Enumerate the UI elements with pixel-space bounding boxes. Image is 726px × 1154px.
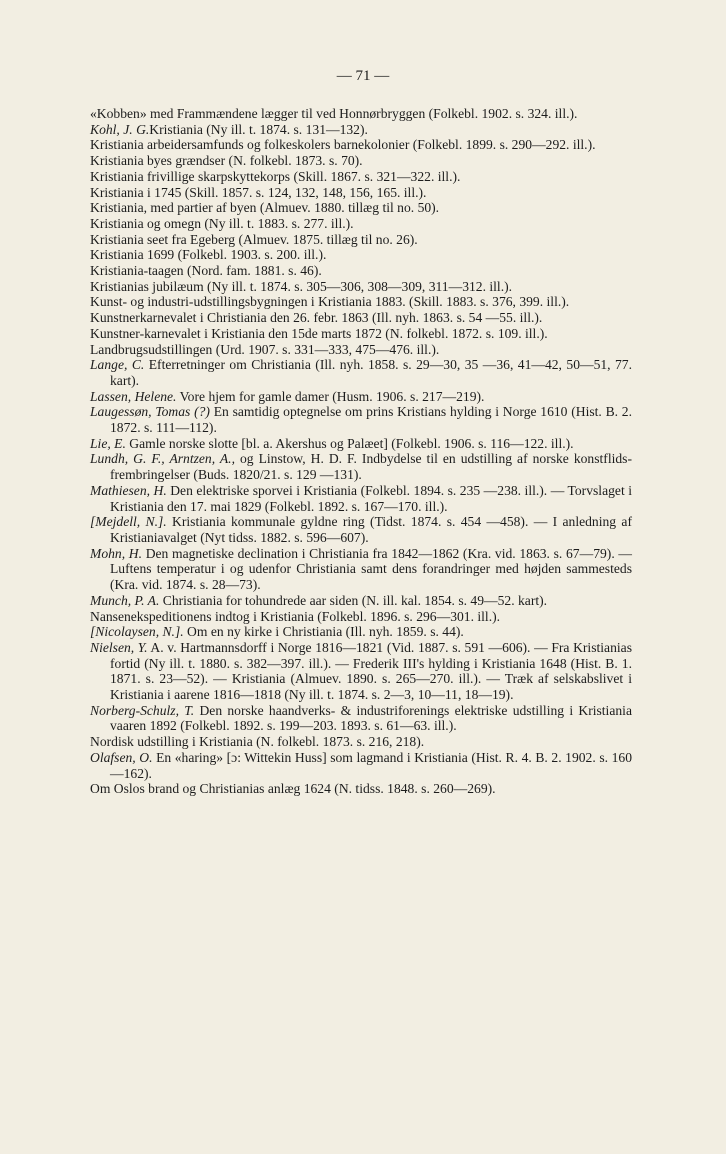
bibliography-entry (90, 279, 632, 295)
bibliography-entry (90, 247, 632, 263)
entry-text: Om en ny kirke i Christiania (Ill. nyh. 1859. s. 44). (183, 624, 464, 640)
entry-author: Munch, P. A. (90, 592, 160, 608)
bibliography-entry (90, 232, 632, 248)
bibliography-entry (90, 153, 632, 169)
bibliography-entry (90, 483, 632, 514)
bibliography-entry (90, 404, 632, 435)
entry-author: Kohl, J. G. (90, 121, 150, 137)
entry-text: Kristianias jubilæum (Ny ill. t. 1874. s. 305—306, 308—309, 311—312. ill.). (90, 278, 513, 294)
entry-text: Gamle norske slotte [bl. a. Akershus og Palæet] (Folkebl. 1906. s. 116—122. ill.). (125, 435, 574, 451)
bibliography-entry (90, 781, 632, 797)
entry-author: Mohn, H. (90, 545, 143, 561)
entry-text: Kristiania (Ny ill. t. 1874. s. 131—132). (149, 121, 368, 137)
entry-text: Landbrugsudstillingen (Urd. 1907. s. 331—333, 475—476. ill.). (90, 341, 440, 357)
bibliography-entry (90, 310, 632, 326)
entry-text: Kristiania arbeidersamfunds og folkeskolers barnekolonier (Folkebl. 1899. s. 290—292. ill.). (90, 137, 596, 153)
bibliography-entry (90, 436, 632, 452)
bibliography-entry (90, 593, 632, 609)
entry-text: «Kobben» med Frammændene lægger til ved Honnørbryggen (Folkebl. 1902. s. 324. ill.). (90, 106, 578, 121)
entry-text: Kristiania kommunale gyldne ring (Tidst. 1874. s. 454 —458). — I anledning af Kristianiavalget (Nyt tidss. 1882. s. 596—607). (110, 514, 632, 545)
entry-author: Olafsen, O. (90, 749, 153, 765)
entry-text: Kristiania og omegn (Ny ill. t. 1883. s. 277. ill.). (90, 215, 354, 231)
entry-author: Lassen, Helene. (90, 388, 177, 404)
entry-text: Efterretninger om Christiania (Ill. nyh. 1858. s. 29—30, 35 —36, 41—42, 50—51, 77. kart). (110, 357, 633, 388)
bibliography-entry (90, 451, 632, 482)
bibliography-entry (90, 200, 632, 216)
entry-text: Kristiania seet fra Egeberg (Almuev. 1875. tillæg til no. 26). (90, 231, 418, 247)
entry-text: Kristiania byes grændser (N. folkebl. 1873. s. 70). (90, 153, 363, 169)
entry-author: [Mejdell, N.]. (90, 514, 167, 530)
bibliography-entry (90, 326, 632, 342)
bibliography-entry (90, 137, 632, 153)
bibliography-entry (90, 357, 632, 388)
bibliography-entry (90, 216, 632, 232)
entry-text: Nansenekspeditionens indtog i Kristiania (Folkebl. 1896. s. 296—301. ill.). (90, 608, 501, 624)
bibliography-entry (90, 703, 632, 734)
bibliography-list (90, 106, 632, 797)
entry-text: Nordisk udstilling i Kristiania (N. folkebl. 1873. s. 216, 218). (90, 734, 425, 750)
entry-author: Norberg-Schulz, T. (90, 702, 195, 718)
bibliography-entry (90, 263, 632, 279)
entry-text: Om Oslos brand og Christianias anlæg 1624 (N. tidss. 1848. s. 260—269). (90, 781, 496, 797)
entry-text: En «haring» [ɔ: Wittekin Huss] som lagmand i Kristiania (Hist. R. 4. B. 2. 1902. s. 160—162). (110, 749, 632, 781)
entry-text: Kunstnerkarnevalet i Christiania den 26. febr. 1863 (Ill. nyh. 1863. s. 54 —55. ill.). (90, 310, 543, 326)
bibliography-entry (90, 609, 632, 625)
bibliography-entry (90, 514, 632, 545)
entry-text: Den elektriske sporvei i Kristiania (Folkebl. 1894. s. 235 —238. ill.). — Torvslaget i Kristiania den 17. mai 1829 (Folkebl. 1892. s. 167—170. ill.). (110, 482, 632, 514)
entry-author: Nielsen, Y. (90, 639, 148, 655)
bibliography-entry (90, 122, 632, 138)
bibliography-entry (90, 169, 632, 185)
bibliography-entry (90, 389, 632, 405)
bibliography-entry (90, 185, 632, 201)
entry-text: Kunstner-karnevalet i Kristiania den 15de marts 1872 (N. folkebl. 1872. s. 109. ill.). (90, 325, 548, 341)
entry-text: Kristiania i 1745 (Skill. 1857. s. 124, 132, 148, 156, 165. ill.). (90, 184, 427, 200)
bibliography-entry (90, 294, 632, 310)
entry-text: Vore hjem for gamle damer (Husm. 1906. s. 217—219). (176, 388, 485, 404)
entry-text: Kristiania, med partier af byen (Almuev. 1880. tillæg til no. 50). (90, 200, 440, 216)
entry-text: og Linstow, H. D. F. Indbydelse til en udstilling af norske konstflids-frembringelser (Buds. 1820/21. s. 129 —131). (110, 451, 632, 483)
entry-author: Lange, C. (90, 357, 145, 373)
bibliography-entry (90, 342, 632, 358)
entry-text: Den norske haandverks- & industriforenings elektriske udstilling i Kristiania vaaren 1892 (Folkebl. 1892. s. 199—203. 1893. s. 61—63. ill.). (110, 702, 632, 734)
bibliography-entry (90, 624, 632, 640)
entry-text: Kristiania frivillige skarpskyttekorps (Skill. 1867. s. 321—322. ill.). (90, 168, 461, 184)
entry-text: Christiania for tohundrede aar siden (N. ill. kal. 1854. s. 49—52. kart). (159, 592, 548, 608)
bibliography-entry (90, 640, 632, 703)
entry-author: Lundh, G. F., Arntzen, A., (90, 451, 235, 467)
bibliography-entry (90, 546, 632, 593)
entry-text: Kristiania-taagen (Nord. fam. 1881. s. 46). (90, 263, 322, 279)
entry-author: Mathiesen, H. (90, 482, 167, 498)
entry-author: Lie, E. (90, 435, 126, 451)
bibliography-entry (90, 106, 632, 122)
entry-text: Kristiania 1699 (Folkebl. 1903. s. 200. ill.). (90, 247, 327, 263)
entry-text: A. v. Hartmannsdorff i Norge 1816—1821 (Vid. 1887. s. 591 —606). — Fra Kristianias fortid (Ny ill. t. 1880. s. 382—397. ill.). — Frederik III's hylding i Kristiania 1648 (Hist. B. 1. 1871. s. 23—52). — Kristiania (Almuev. 1890. s. 265—270. ill.). — Træk af selskabslivet i Kristiania i aarene 1816—1818 (Ny ill. t. 1874. s. 2—3, 10—11, 18—19). (110, 639, 632, 703)
bibliography-entry (90, 750, 632, 781)
entry-text: En samtidig optegnelse om prins Kristians hylding i Norge 1610 (Hist. B. 2. 1872. s. 111—112). (110, 404, 633, 436)
page-number: — 71 — (336, 68, 390, 84)
entry-text: Kunst- og industri-udstillingsbygningen i Kristiania 1883. (Skill. 1883. s. 376, 399. ill.). (90, 294, 570, 310)
entry-text: Den magnetiske declination i Christiania fra 1842—1862 (Kra. vid. 1863. s. 67—79). — Luftens temperatur i og udenfor Christiania samt dens forandringer med højden sammesteds (Kra. vid. 1874. s. 28—73). (110, 545, 632, 593)
entry-author: [Nicolaysen, N.]. (90, 624, 184, 640)
bibliography-entry (90, 734, 632, 750)
entry-author: Laugessøn, Tomas (?) (90, 404, 210, 420)
